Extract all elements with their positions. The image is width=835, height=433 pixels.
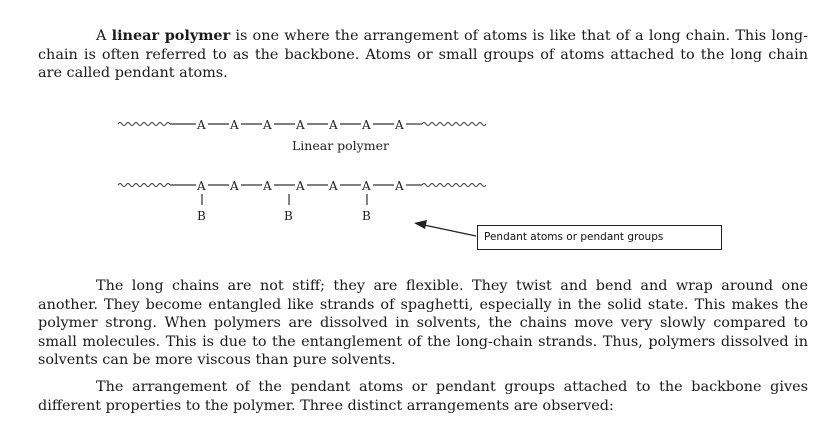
chain-squiggle-left <box>118 184 170 187</box>
chain-atom: A <box>362 179 371 193</box>
pendant-atom: B <box>197 209 206 223</box>
intro-lead: A <box>96 28 107 44</box>
chain-atom: A <box>296 118 305 132</box>
chain-atom: A <box>395 179 404 193</box>
body-paragraph-arrangement <box>38 378 808 415</box>
chain-squiggle-right <box>422 123 486 126</box>
linear-polymer-chain <box>118 118 486 132</box>
arrangement-text: The arrangement of the pendant atoms or pendant groups attached to the backbone gives different properties to the polymer. Three distinct arrangements are observed: <box>38 379 808 414</box>
pendant-atom: B <box>362 209 371 223</box>
pendant-atom: B <box>284 209 293 223</box>
chain-atom: A <box>329 179 338 193</box>
chain-squiggle-right <box>422 184 486 187</box>
chain-atom: A <box>263 118 272 132</box>
chain-atom: A <box>296 179 305 193</box>
chain-squiggle-left <box>118 123 170 126</box>
chain-atom: A <box>395 118 404 132</box>
chain-atom: A <box>197 118 206 132</box>
linear-polymer-term: linear polymer <box>111 27 231 44</box>
entanglement-text: The long chains are not stiff; they are flexible. They twist and bend and wrap around one another. They become entangled like strands of spaghetti, especially in the solid state. This makes the polymer strong. When polymers are dissolved in solvents, the chains move very slowly compared to small molecules. This is due to the entanglement of the long-chain strands. Thus, polymers dissolved in solvents can be more viscous than pure solvents. <box>38 278 808 368</box>
pendant-callout-box: Pendant atoms or pendant groups <box>477 225 722 250</box>
chain-atom: A <box>329 118 338 132</box>
linear-polymer-label: Linear polymer <box>292 138 389 153</box>
chain-atom: A <box>362 118 371 132</box>
chain-atom: A <box>197 179 206 193</box>
chain-atom: A <box>263 179 272 193</box>
chain-atom: A <box>230 118 239 132</box>
body-paragraph-entanglement <box>38 277 808 370</box>
chain-atom: A <box>230 179 239 193</box>
pendant-polymer-chain <box>118 179 486 223</box>
intro-text: is one where the arrangement of atoms is like that of a long chain. This long-chain is often referred to as the backbone. Atoms or small groups of atoms attached to the long chain are called pendant atoms. <box>38 28 808 81</box>
callout-arrow <box>414 220 476 236</box>
